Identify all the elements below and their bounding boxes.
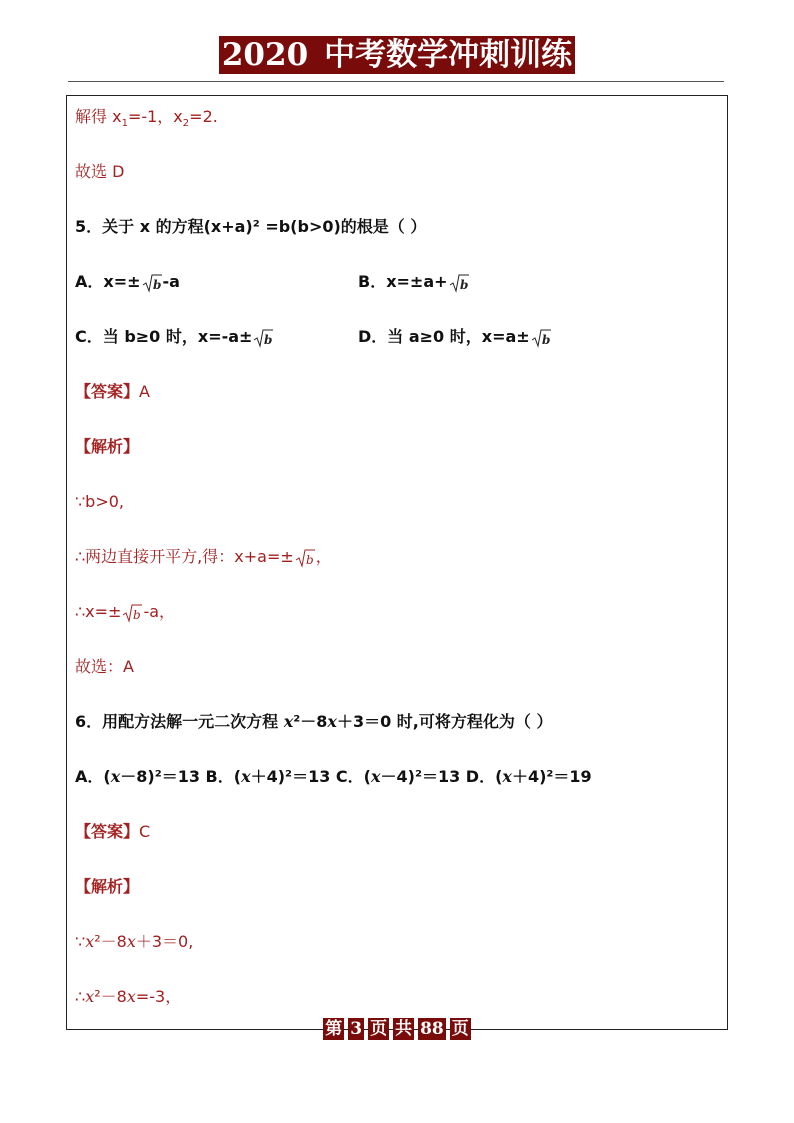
- analysis-label: 【解析】: [75, 877, 140, 896]
- page-header: [0, 36, 794, 74]
- q6-options: A．(x－8)²＝13 B．(x＋4)²＝13 C．(x－4)²＝13 D．(x＋4)²＝19: [75, 767, 592, 786]
- footer-text: 页: [370, 1019, 388, 1039]
- page-number: 3: [350, 1019, 363, 1039]
- header-rule: [68, 81, 724, 82]
- option-b: B．x=±a+ b: [358, 272, 468, 292]
- option-c: C．当 b≥0 时，x=-a± b: [75, 327, 273, 347]
- svg-text:b: b: [459, 277, 468, 292]
- solution-step: ∴x=± b -a，: [75, 602, 176, 622]
- header-title: 中考数学冲刺训练: [321, 36, 575, 74]
- page-footer: [0, 1018, 794, 1040]
- sqrt-b-icon: [295, 548, 315, 568]
- answer-label: 【答案】: [75, 822, 140, 841]
- analysis-label: 【解析】: [75, 437, 140, 456]
- solution-step: 故选：A: [75, 657, 134, 676]
- sqrt-b-icon: [253, 328, 273, 348]
- question-5: 5．关于 x 的方程(x+a)² =b(b>0)的根是（ ）: [75, 217, 427, 236]
- sqrt-b-icon: [449, 273, 469, 293]
- answer-label: 【答案】: [75, 382, 140, 401]
- option-a: A．x=± b -a: [75, 272, 180, 292]
- choice-line: 故选 D: [75, 162, 125, 181]
- solution-step: ∴两边直接开平方,得：x+a=± b ，: [75, 547, 332, 567]
- sqrt-b-icon: [531, 328, 551, 348]
- answer-6: [75, 821, 150, 843]
- content-frame: [66, 95, 728, 1030]
- footer-text: 页: [451, 1019, 469, 1039]
- footer-text: 第: [325, 1019, 343, 1039]
- footer-text: 共: [395, 1019, 413, 1039]
- answer-value: C: [139, 822, 151, 841]
- header-year: 2020: [219, 36, 311, 74]
- answer-5: [75, 381, 150, 403]
- question-6: 6．用配方法解一元二次方程 x²－8x＋3＝0 时,可将方程化为（ ）: [75, 712, 553, 731]
- sqrt-b-icon: [142, 273, 162, 293]
- svg-text:b: b: [541, 332, 551, 347]
- answer-value: A: [139, 382, 150, 401]
- q5-options-row-1: [75, 271, 715, 293]
- svg-text:b: b: [305, 552, 314, 567]
- page-total: 88: [420, 1019, 444, 1039]
- svg-text:b: b: [264, 332, 273, 347]
- q5-options-row-2: [75, 326, 715, 348]
- option-d: D．当 a≥0 时，x=a± b: [358, 327, 551, 347]
- svg-text:b: b: [133, 607, 142, 622]
- solution-line: 解得 $x_1=-1$，$x_2=2$.: [75, 107, 218, 130]
- solution-step: ∵b>0,: [75, 492, 125, 511]
- solution-step: ∵x²－8x＋3＝0,: [75, 932, 194, 951]
- solution-step: ∴x²－8x=-3，: [75, 987, 182, 1006]
- svg-text:b: b: [152, 277, 161, 292]
- sqrt-b-icon: [122, 603, 142, 623]
